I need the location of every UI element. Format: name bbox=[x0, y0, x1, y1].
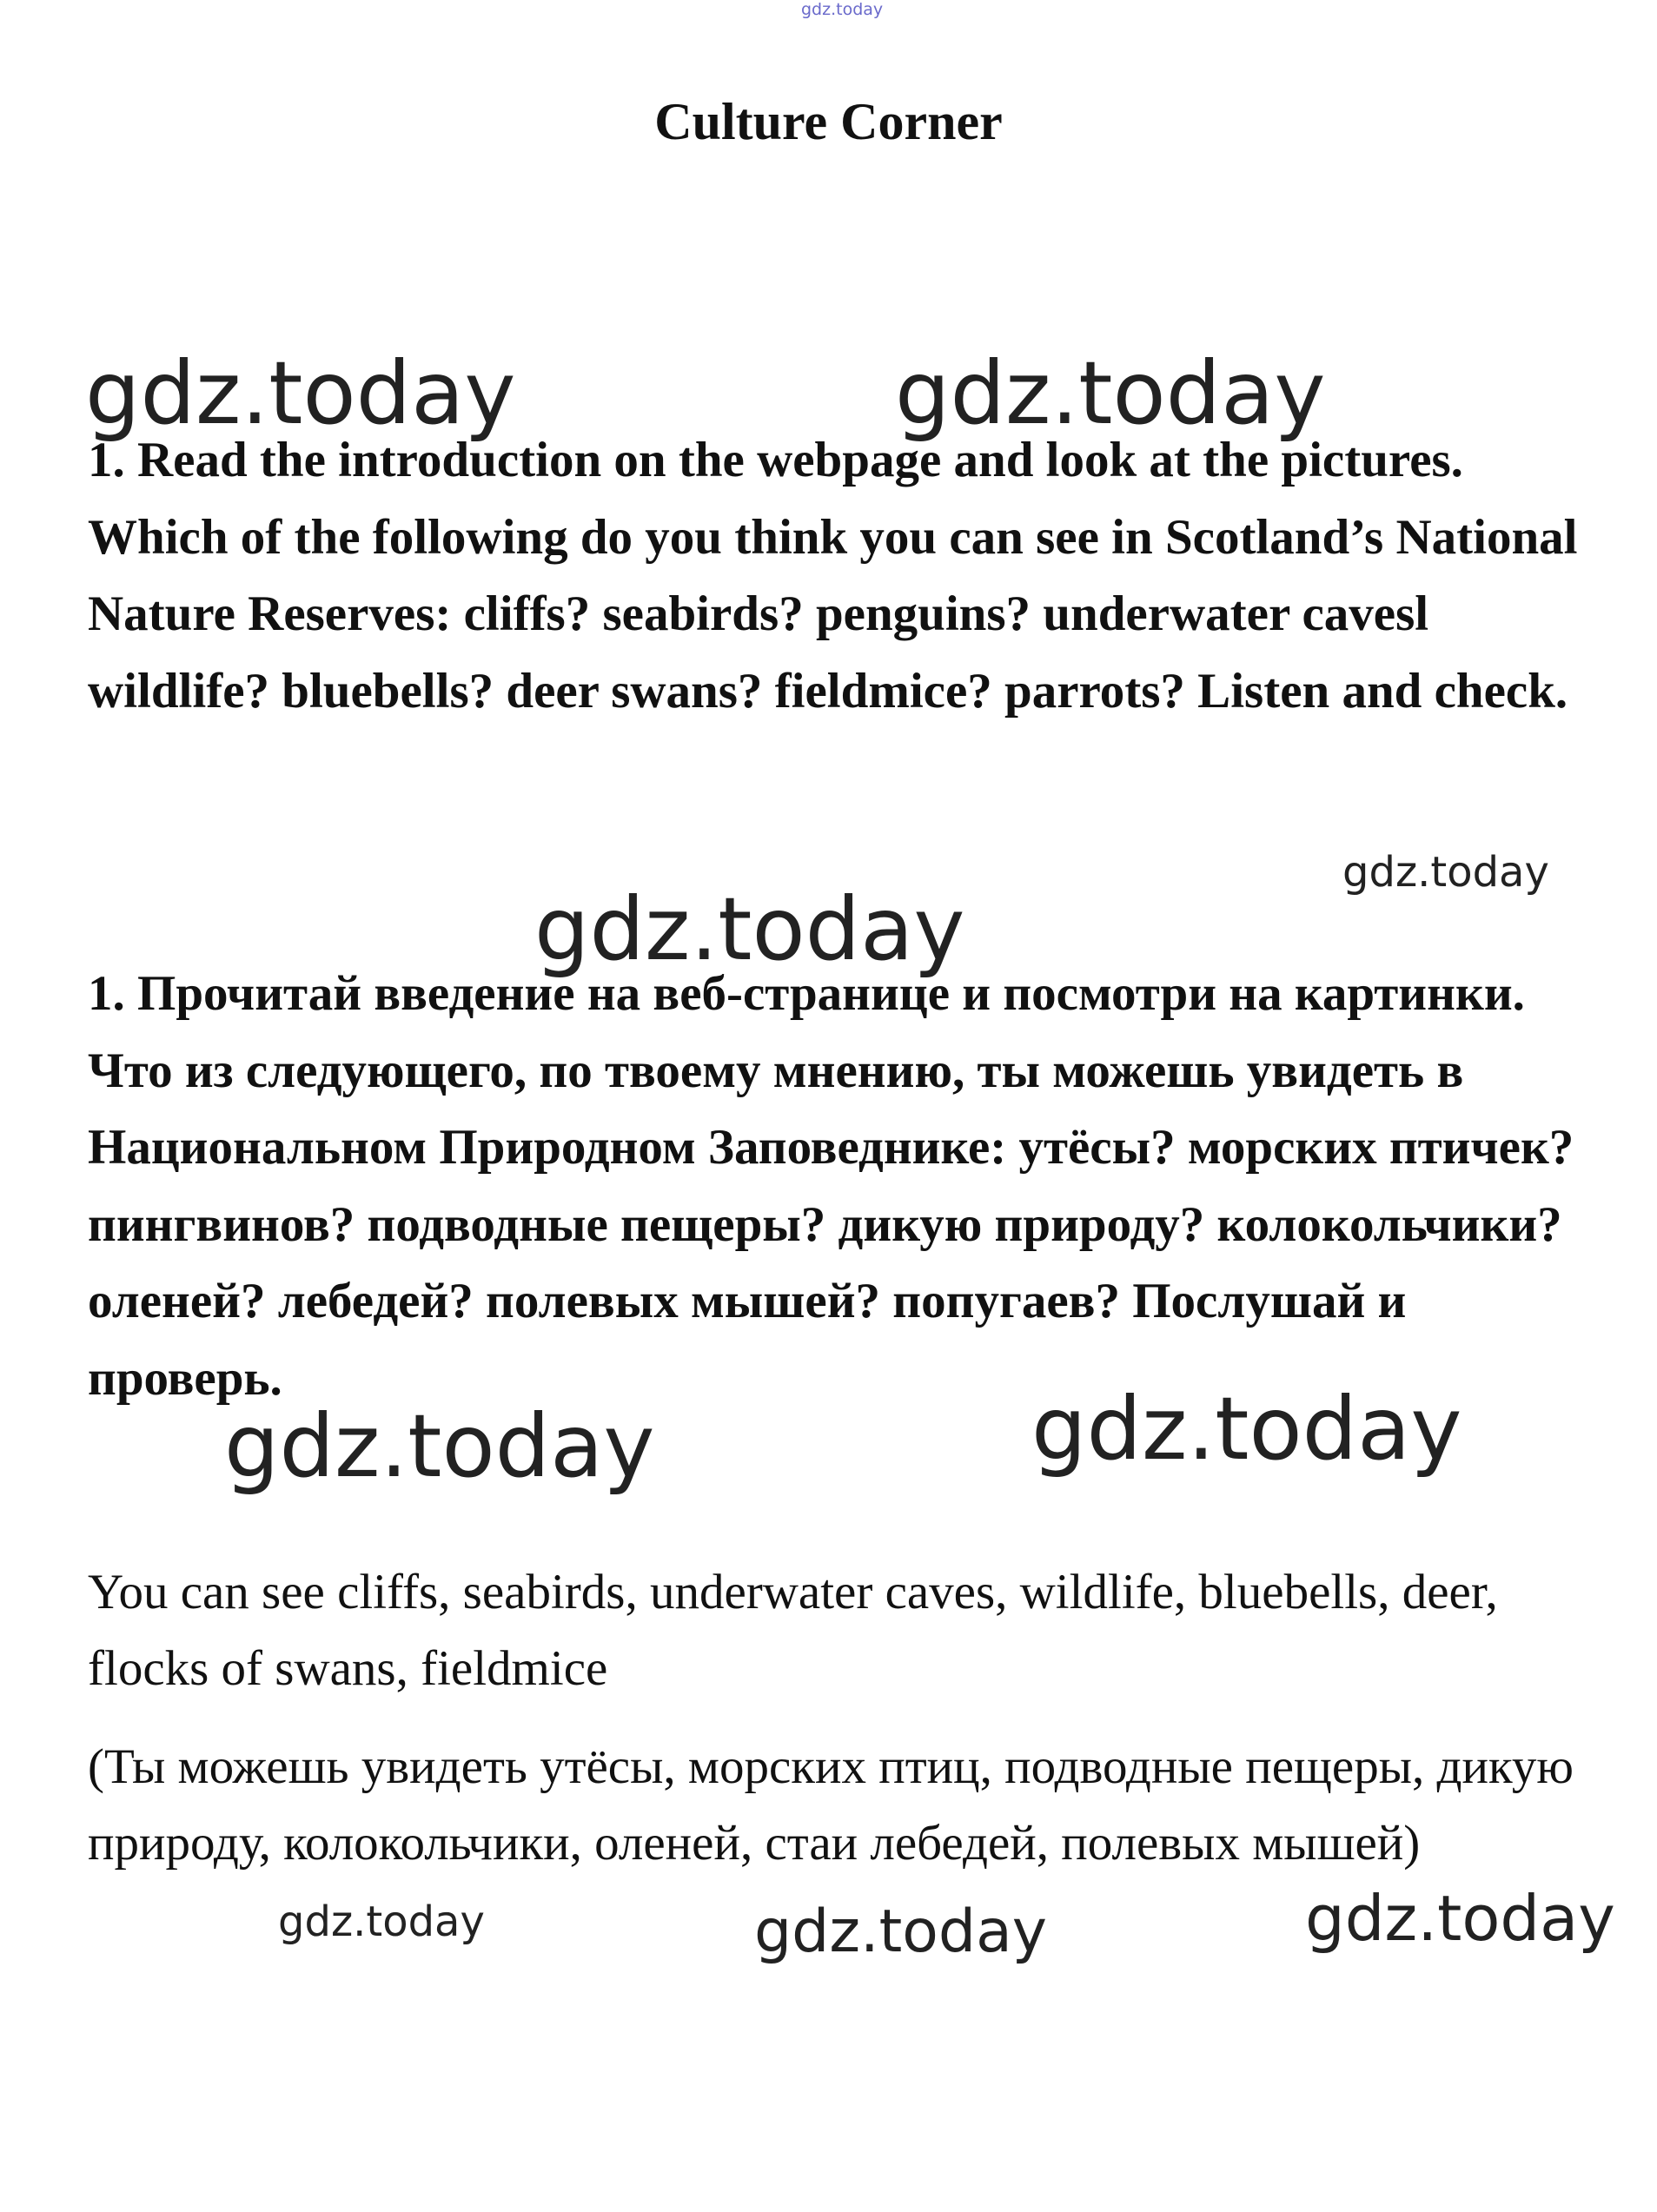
watermark: gdz.today bbox=[534, 878, 965, 980]
answer-english: You can see cliffs, seabirds, underwater caves, wildlife, bluebells, deer, flocks of swans, fieldmice bbox=[88, 1565, 1498, 1696]
watermark: gdz.today bbox=[1031, 1378, 1462, 1480]
watermark: gdz.today bbox=[1305, 1882, 1615, 1955]
watermark: gdz.today bbox=[754, 1897, 1047, 1966]
watermark: gdz.today bbox=[1342, 848, 1549, 897]
watermark: gdz.today bbox=[85, 342, 516, 444]
top-watermark: gdz.today bbox=[801, 0, 884, 19]
answer-russian: (Ты можешь увидеть утёсы, морских птиц, подводные пещеры, дикую природу, колокольчики, оленей, стаи лебедей, полевых мышей) bbox=[88, 1739, 1574, 1871]
task-english: 1. Read the introduction on the webpage and look at the pictures. Which of the following do you think you can see in Scotland’s National Nature Reserves: cliffs? seabirds? penguins? underwater cavesl wildlife? bluebells? deer swans? fieldmice? parrots? Listen and check. bbox=[88, 433, 1578, 719]
watermark: gdz.today bbox=[895, 342, 1326, 444]
watermark: gdz.today bbox=[278, 1897, 485, 1946]
watermark: gdz.today bbox=[224, 1395, 655, 1497]
task-russian: 1. Прочитай введение на веб-странице и посмотри на картинки. Что из следующего, по твоему мнению, ты можешь увидеть в Национальном Природном Заповеднике: утёсы? морских птичек? пингвинов? подводные пещеры? дикую природу? колокольчики? оленей? лебедей? полевых мышей? попугаев? Послушай и проверь. bbox=[88, 966, 1574, 1406]
page-title: Culture Corner bbox=[654, 93, 1003, 150]
